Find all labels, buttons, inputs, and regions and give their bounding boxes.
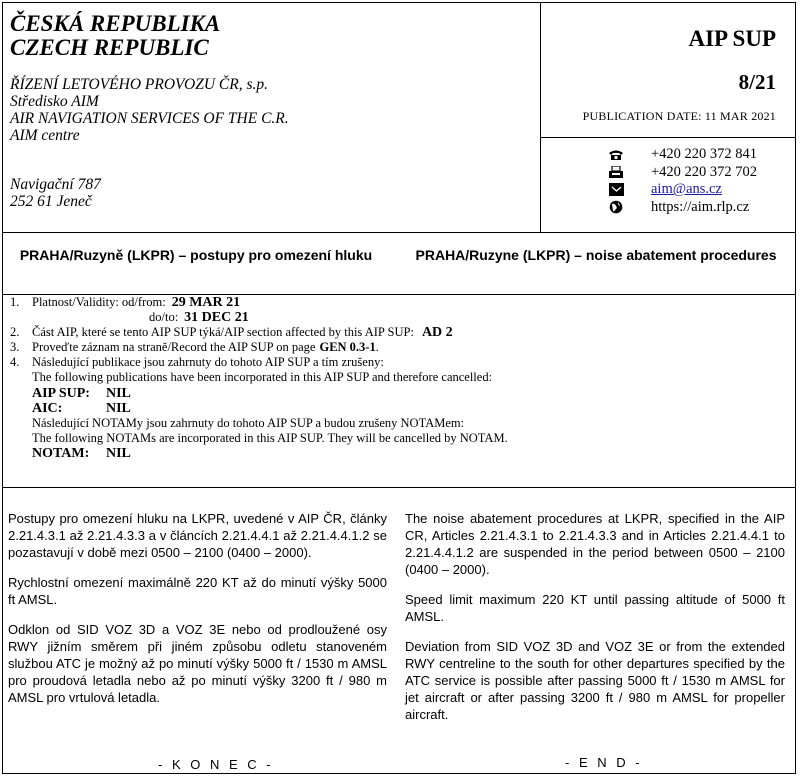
phone-icon: [606, 148, 626, 162]
aip-sup-label: AIP SUP:: [32, 386, 90, 401]
record-suffix: .: [375, 340, 379, 354]
contact-fax: [606, 164, 757, 182]
globe-icon: [606, 200, 626, 214]
contact-web: [606, 199, 757, 217]
notam-cz-row: [10, 416, 508, 431]
validity-row: [10, 295, 508, 310]
aic-value: NIL: [106, 401, 131, 416]
valid-to-label: do/to:: [149, 310, 179, 324]
notam-label: NOTAM:: [32, 446, 90, 461]
incorporated-row: [10, 355, 508, 370]
body-czech: [8, 510, 387, 719]
fax-icon: [606, 165, 626, 179]
record-page: GEN 0.3-1: [319, 340, 376, 354]
body-english: [405, 510, 785, 736]
item-number: 2.: [10, 325, 20, 339]
item-number: 1.: [10, 295, 20, 309]
aip-sup-value: NIL: [106, 386, 131, 401]
header-divider-vertical: [540, 2, 541, 233]
aic-row: [32, 401, 508, 416]
item-number: 4.: [10, 355, 20, 369]
notam-text-cz: Následující NOTAMy jsou zahrnuty do tohoto AIP SUP a budou zrušeny NOTAMem:: [32, 416, 465, 430]
issuer-block: [10, 12, 289, 210]
validity-to-row: [10, 310, 508, 325]
country-en: CZECH REPUBLIC: [10, 35, 209, 60]
email-link[interactable]: aim@ans.cz: [651, 181, 722, 197]
contact-phone: [606, 146, 757, 164]
centre-cz: Středisko AIM: [10, 93, 99, 110]
address-line-1: Navigační 787: [10, 176, 101, 193]
paragraph-en-1: The noise abatement procedures at LKPR, specified in the AIP CR, Articles 2.21.4.3.1 to 2.21.4.3.3 and in Articles 2.21.4.4.1 to 2.21.4.4.1.2 are suspended in the period between 0500 – 2100 (0400 – 2000).: [405, 511, 785, 577]
org-en: AIR NAVIGATION SERVICES OF THE C.R.: [10, 110, 289, 127]
affected-section-value: AD 2: [421, 325, 453, 340]
incorporated-en: The following publications have been incorporated in this AIP SUP and therefore cancelled:: [32, 370, 493, 384]
header-divider-contacts: [540, 137, 796, 138]
validity-label: Platnost/Validity: od/from:: [32, 295, 166, 309]
affected-section-label: Část AIP, které se tento AIP SUP týká/AIP section affected by this AIP SUP:: [32, 325, 414, 339]
document-id-block: [583, 26, 776, 124]
paragraph-en-3: Deviation from SID VOZ 3D and VOZ 3E or from the extended RWY centreline to the south for other departures specified by the ATC service is possible after passing 5000 ft / 1530 m AMSL for jet aircraft or after passing 3200 ft / 980 m AMSL for propeller aircraft.: [405, 639, 785, 722]
record-label: Proveďte záznam na straně/Record the AIP SUP on page: [32, 340, 316, 354]
paragraph-cz-3: Odklon od SID VOZ 3D a VOZ 3E nebo od prodloužené osy RWY jižním směrem při jiném způsobu odletu stanoveném službou ATC je možný až po minutí výšky 5000 ft / 1530 m AMSL pro proudová letadla nebo až po minutí výšky 3200 ft / 980 m AMSL pro vrtulová letadla.: [8, 622, 387, 705]
item-number: 3.: [10, 340, 20, 354]
fax-number: +420 220 372 702: [651, 163, 758, 180]
phone-number: +420 220 372 841: [651, 146, 758, 162]
title-english: PRAHA/Ruzyne (LKPR) – noise abatement procedures: [415, 247, 777, 263]
notam-row: [32, 446, 508, 461]
doc-type: AIP SUP: [688, 26, 776, 51]
contact-email: [606, 181, 757, 199]
doc-number: 8/21: [738, 70, 776, 94]
header-divider-bottom: [2, 232, 796, 233]
supplement-details: [10, 295, 508, 461]
aic-label: AIC:: [32, 401, 63, 416]
record-row: [10, 340, 508, 355]
notam-text-en: The following NOTAMs are incorporated in this AIP SUP. They will be cancelled by NOTAM.: [32, 431, 508, 445]
website-url: https://aim.rlp.cz: [651, 198, 750, 215]
notam-en-row: [10, 431, 508, 446]
paragraph-cz-1: Postupy pro omezení hluku na LKPR, uvedené v AIP ČR, články 2.21.4.3.1 až 2.21.4.3.3 a v článcích 2.21.4.4.1 až 2.21.4.4.1.2 se pozastavují v době mezi 0500 – 2100 (0400 – 2000).: [8, 511, 387, 560]
title-czech: PRAHA/Ruzyně (LKPR) – postupy pro omezení hluku: [19, 247, 373, 263]
valid-to-date: 31 DEC 21: [184, 310, 249, 325]
items-divider: [2, 487, 796, 488]
org-cz: ŘÍZENÍ LETOVÉHO PROVOZU ČR, s.p.: [10, 76, 269, 93]
end-marker-czech: - K O N E C -: [158, 757, 274, 772]
centre-en: AIM centre: [10, 127, 80, 144]
address-line-2: 252 61 Jeneč: [10, 193, 92, 210]
affected-section-row: [10, 325, 508, 340]
incorporated-en-row: [10, 370, 508, 385]
end-marker-english: - E N D -: [565, 755, 643, 770]
incorporated-cz: Následující publikace jsou zahrnuty do tohoto AIP SUP a tím zrušeny:: [32, 355, 384, 369]
mail-icon: [606, 183, 626, 197]
country-cz: ČESKÁ REPUBLIKA: [10, 11, 221, 36]
paragraph-en-2: Speed limit maximum 220 KT until passing altitude of 5000 ft AMSL.: [405, 592, 785, 624]
valid-from-date: 29 MAR 21: [171, 295, 241, 310]
paragraph-cz-2: Rychlostní omezení maximálně 220 KT až do minutí výšky 5000 ft AMSL.: [8, 575, 387, 607]
aip-sup-row: [32, 386, 508, 401]
publication-date: PUBLICATION DATE: 11 MAR 2021: [582, 109, 776, 123]
contacts-block: [606, 146, 757, 216]
notam-value: NIL: [106, 446, 131, 461]
